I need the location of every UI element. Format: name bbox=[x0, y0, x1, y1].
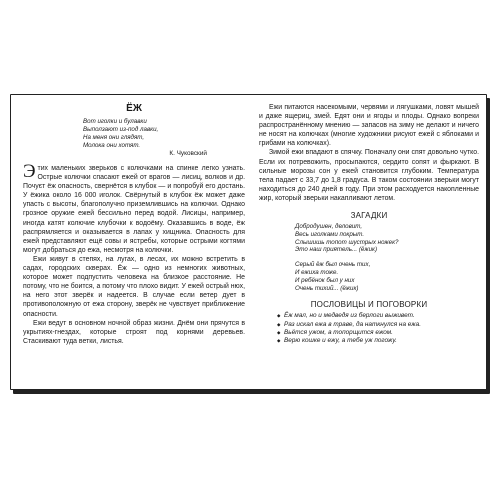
epigraph-line: Вот иголки и булавки bbox=[83, 118, 147, 125]
epigraph bbox=[83, 118, 245, 150]
riddle-line: Весь иголками покрыт. bbox=[295, 230, 365, 238]
epigraph-author: К. Чуковский bbox=[169, 150, 207, 157]
riddle bbox=[295, 223, 479, 292]
riddle-line: Слышишь топот шустрых ножек? bbox=[295, 238, 399, 246]
proverb-item: ◆ Верю кошке и ежу, а тебе уж погожу. bbox=[277, 337, 479, 345]
intro-text: тих маленьких зверьков с колючками на спинке легко узнать. Острые колючки спасают ежей от врагов — лисиц, волков и др. Почуєт ёж опасность, свернётся в клубок — и попробуй его достань. У ёжика около 16 000 иголок. Свёрнутый в клубок ёж может даже упасть с высоты, благополучно приземлившись на колючки. Однако грозное оружие ежей бессильно перед водой. Лисицы, например, иногда катят колючие клубочки к водоёму. Оказавшись в воде, ёж распрямляется и оказывается в лапах у хищника. Опасность для ежей представляют ещё совы и ястребы, которые острыми когтями могут добраться до ежа, несмотря на колючки. bbox=[23, 165, 245, 254]
riddle-line: Добродушен, деловит, bbox=[295, 223, 363, 231]
riddle-line: Это наш приятель... (ёжик) bbox=[295, 246, 378, 254]
left-column bbox=[23, 95, 245, 346]
epigraph-line: На меня они глядят, bbox=[83, 134, 145, 141]
drop-cap: Э bbox=[23, 161, 36, 182]
riddle-line: Серый ёж был очень тих, bbox=[295, 261, 371, 269]
proverb-item: ◆ Ёж мал, но и медведя из берлоги выживет. bbox=[277, 312, 479, 320]
epigraph-line: Выползают из-под лавки, bbox=[83, 126, 159, 133]
riddle-line: И ребёнок был у них bbox=[295, 276, 355, 284]
body-paragraph: Зимой ежи впадают в спячку. Поначалу они спят довольно чутко. Если их потревожить, просыпаются, сердито сопят и фыркают. В сильные морозы сон у ежей становится глубоким. Температура тела падает с 33,7 до 1,8 градуса. В таком состоянии зверьки могут находиться до 240 дней в году. При этом расходуется накопленные жир, который зверьки накапливают летом. bbox=[259, 149, 479, 202]
right-column bbox=[259, 95, 479, 345]
article-title: ЁЖ bbox=[126, 103, 142, 114]
body-paragraph: Ежи живут в степях, на лугах, в лесах, их можно встретить в садах, городских скверах. Ёж — одно из немногих животных, которое может подпустить человека на близкое расстояние. Не потому, что не боится, а потому что плохо видит. У ежей острый нюх, на него этот зверёк и надеется. В случае если ветер дует в противоположную от ежа сторону, зверёк не чувствует приближение опасности. bbox=[23, 255, 245, 318]
proverb-item: ◆ Вьётся ужом, а топорщится ежом. bbox=[277, 329, 479, 337]
proverbs-heading: ПОСЛОВИЦЫ И ПОГОВОРКИ bbox=[310, 300, 428, 310]
riddle-line: И ежиха тоже. bbox=[295, 269, 339, 277]
proverb-item: ◆ Раз искал ежа в траве, да наткнулся на ежа. bbox=[277, 321, 479, 329]
riddle-line: Очень тихий... (ёжик) bbox=[295, 284, 359, 292]
epigraph-line: Молока они хотят. bbox=[83, 142, 141, 149]
intro-paragraph bbox=[23, 161, 245, 255]
riddles-heading: ЗАГАДКИ bbox=[350, 211, 388, 221]
proverbs-list bbox=[277, 312, 479, 345]
article-card bbox=[10, 94, 487, 390]
body-paragraph: Ежи ведут в основном ночной образ жизни. Днём они прячутся в укрытиях-гнездах, которые строят под корнями деревьев. Стаскивают туда ветки, листья. bbox=[23, 319, 245, 345]
body-paragraph: Ежи питаются насекомыми, червями и лягушками, ловят мышей и даже ящериц, змей. Едят они и ягоды и плоды. Однако вопреки распространённому мнению — запасов на зиму не делают и ничего не носят на колючках (многие художники рисуют ежей с яблоками и грибами на колючках). bbox=[259, 104, 479, 148]
